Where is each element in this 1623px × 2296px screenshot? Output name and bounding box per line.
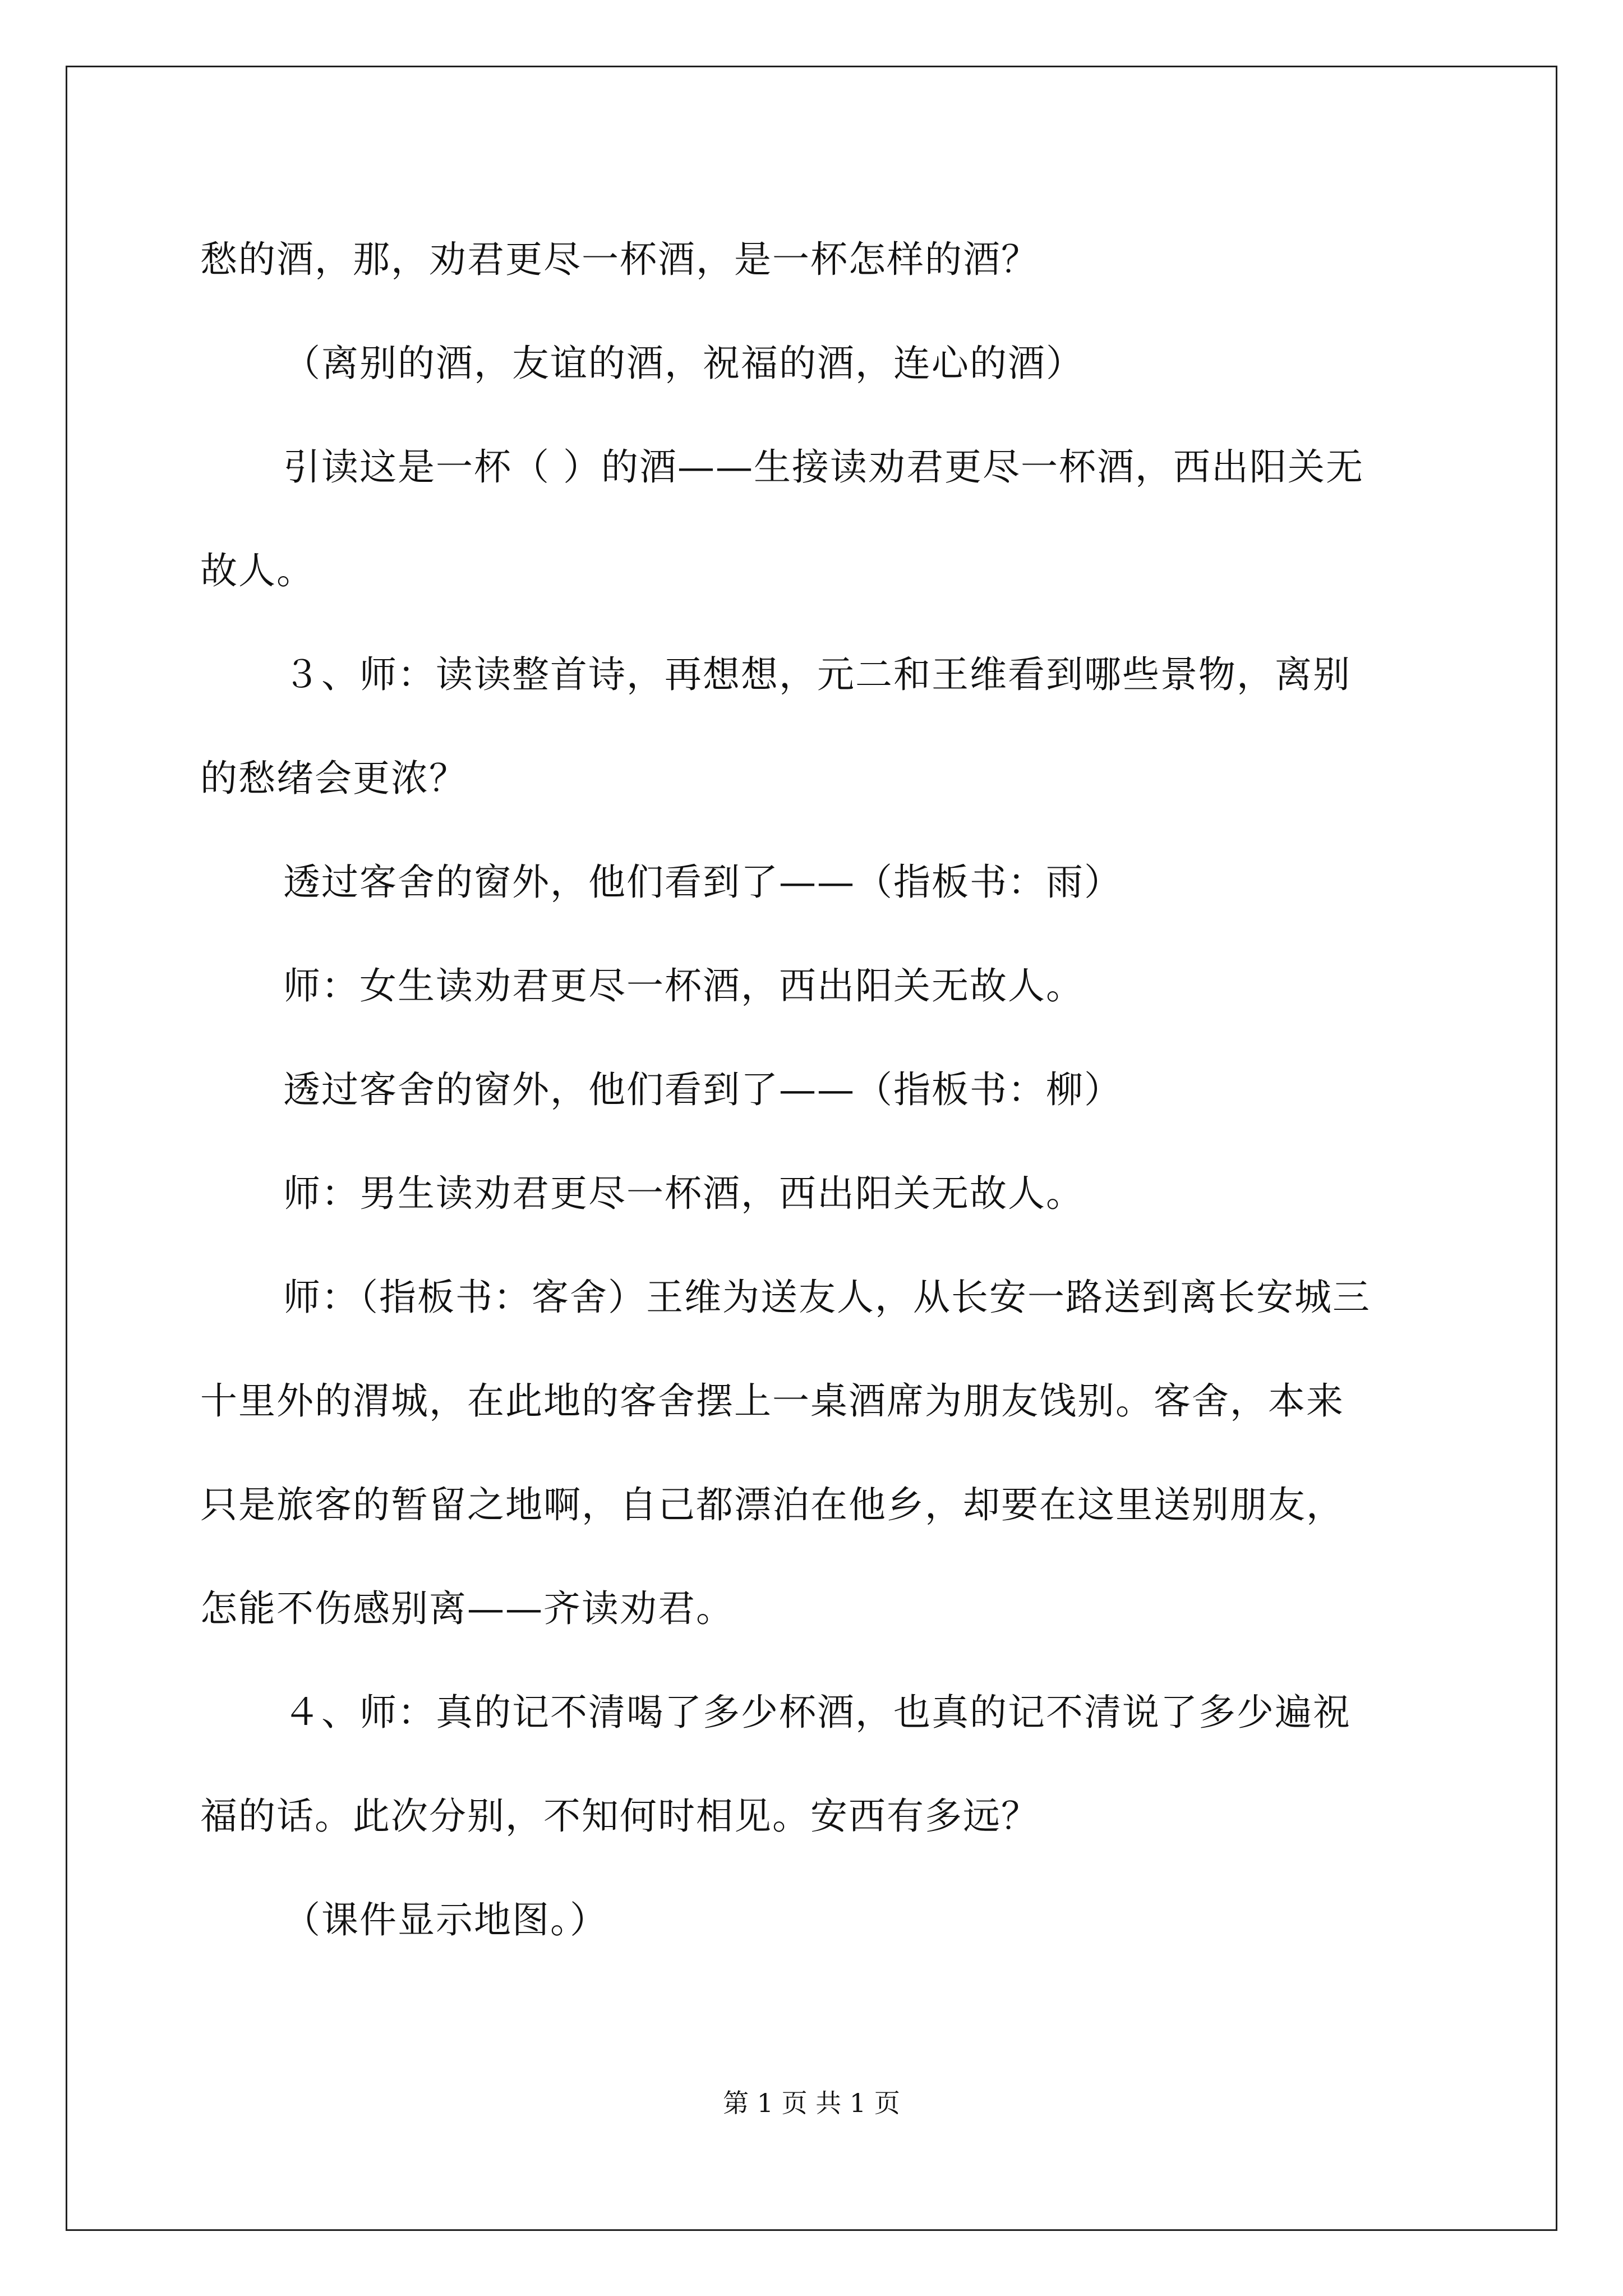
text-line: 福的话。此次分别，不知何时相见。安西有多远？	[200, 1795, 1039, 1838]
text-line: （课件显示地图。）	[283, 1898, 608, 1941]
text-line: 师：男生读劝君更尽一杯酒，西出阳关无故人。	[283, 1172, 1084, 1215]
text-line: ３、师：读读整首诗，再想想，元二和王维看到哪些景物，离别	[283, 653, 1351, 696]
text-line: 只是旅客的暂留之地啊，自己都漂泊在他乡，却要在这里送别朋友，	[200, 1483, 1344, 1526]
document-body	[200, 208, 1423, 1972]
text-line: 透过客舍的窗外，他们看到了——（指板书：雨）	[283, 861, 1122, 904]
page-footer: 第 1 页 共 1 页	[723, 2088, 900, 2118]
text-line: 师：女生读劝君更尽一杯酒，西出阳关无故人。	[283, 964, 1084, 1007]
text-line: 引读这是一杯（ ）的酒——生接读劝君更尽一杯酒，西出阳关无	[283, 445, 1364, 489]
text-line: 透过客舍的窗外，他们看到了——（指板书：柳）	[283, 1068, 1122, 1111]
text-line: 师：（指板书：客舍）王维为送友人，从长安一路送到离长安城三	[283, 1276, 1371, 1319]
text-line: （离别的酒，友谊的酒，祝福的酒，连心的酒）	[283, 342, 1084, 385]
text-line: ４、师：真的记不清喝了多少杯酒，也真的记不清说了多少遍祝	[283, 1691, 1351, 1734]
text-line: 怎能不伤感别离——齐读劝君。	[200, 1587, 734, 1630]
text-line: 的愁绪会更浓？	[200, 757, 467, 800]
text-line: 愁的酒，那，劝君更尽一杯酒，是一杯怎样的酒？	[200, 238, 1039, 281]
text-line: 十里外的渭城，在此地的客舍摆上一桌酒席为朋友饯别。客舍，本来	[200, 1379, 1344, 1423]
text-line: 故人。	[200, 549, 315, 592]
